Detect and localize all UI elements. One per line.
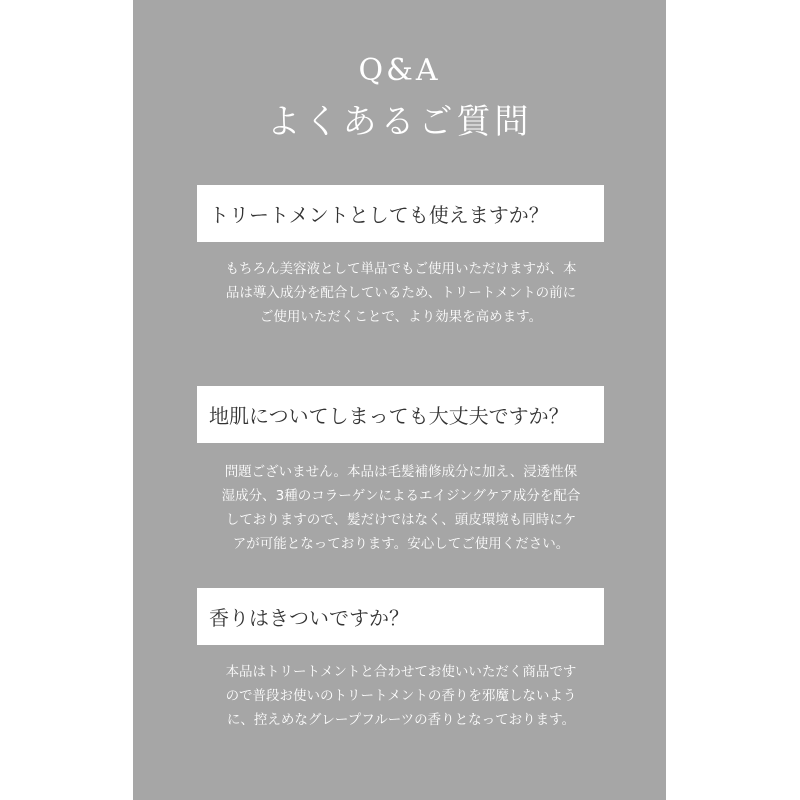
- faq-answer-1: [181, 257, 621, 329]
- faq-answer-2-line: しておりますので、髪だけではなく、頭皮環境も同時にケ: [225, 512, 577, 528]
- section-title-en: Q&A: [358, 53, 441, 88]
- faq-answer-1-line: もちろん美容液として単品でもご使用いただけますが、本: [225, 261, 577, 277]
- section-title-ja: よくあるご質問: [266, 102, 533, 142]
- faq-answer-3-line: に、控えめなグレープフルーツの香りとなっております。: [226, 712, 576, 728]
- faq-panel: [133, 0, 666, 800]
- faq-question-2: 地肌についてしまっても大丈夫ですか？: [197, 386, 604, 443]
- faq-question-3: 香りはきついですか？: [197, 588, 604, 645]
- faq-question-1: トリートメントとしても使えますか？: [197, 185, 604, 242]
- faq-answer-2-line: 湿成分、3種のコラーゲンによるエイジングケア成分を配合: [221, 488, 581, 504]
- faq-answer-1-line: ご使用いただくことで、より効果を高めます。: [259, 309, 543, 325]
- faq-answer-2-line: アが可能となっております。安心してご使用ください。: [232, 536, 570, 552]
- faq-answer-3-line: 本品はトリートメントと合わせてお使いいただく商品です: [225, 664, 577, 680]
- faq-answer-3-line: ので普段お使いのトリートメントの香りを邪魔しないよう: [225, 688, 577, 704]
- faq-answer-2-line: 問題ございません。本品は毛髪補修成分に加え、浸透性保: [224, 464, 578, 480]
- faq-answer-1-line: 品は導入成分を配合しているため、トリートメントの前に: [225, 285, 577, 301]
- faq-answer-2: [181, 460, 621, 556]
- faq-answer-3: [181, 660, 621, 732]
